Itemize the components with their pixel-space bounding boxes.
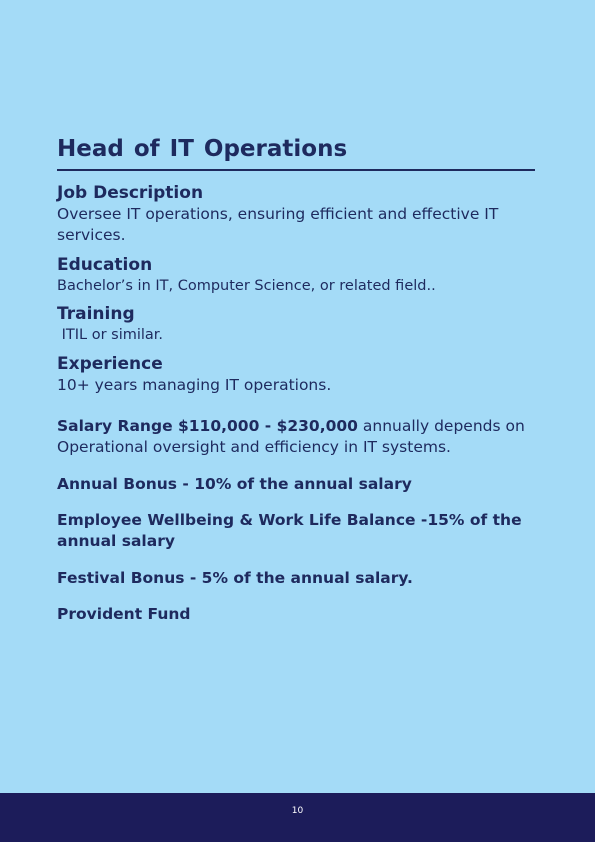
education-heading: Education (57, 255, 153, 275)
salary-range-text: annually depends on Operational oversight and efficiency in IT systems. (57, 417, 525, 456)
training-text: ITIL or similar. (57, 327, 164, 343)
experience-heading: Experience (57, 354, 163, 374)
page-footer (0, 793, 595, 842)
salary-paragraph (57, 416, 535, 458)
education-section (57, 254, 535, 297)
experience-section (57, 353, 535, 396)
experience-text: 10+ years managing IT operations. (57, 376, 332, 394)
training-section (57, 303, 535, 346)
perk-annual-bonus: Annual Bonus - 10% of the annual salary (57, 474, 412, 493)
job-description-text: Oversee IT operations, ensuring efficient and effective IT services. (57, 205, 499, 244)
perk-employee-wellbeing: Employee Wellbeing & Work Life Balance -15% of the annual salary (57, 511, 522, 550)
job-description-section (57, 182, 535, 246)
page-title: Head of IT Operations (57, 136, 535, 171)
training-heading: Training (57, 304, 135, 324)
job-description-heading: Job Description (57, 183, 204, 203)
content-area (57, 136, 535, 641)
perk-provident-fund: Provident Fund (57, 605, 191, 623)
education-text: Bachelor’s in IT, Computer Science, or related field.. (57, 278, 436, 294)
page-number: 10 (291, 805, 304, 816)
perk-festival-bonus: Festival Bonus - 5% of the annual salary. (57, 568, 413, 587)
salary-range-label: Salary Range $110,000 - $230,000 (57, 417, 358, 435)
